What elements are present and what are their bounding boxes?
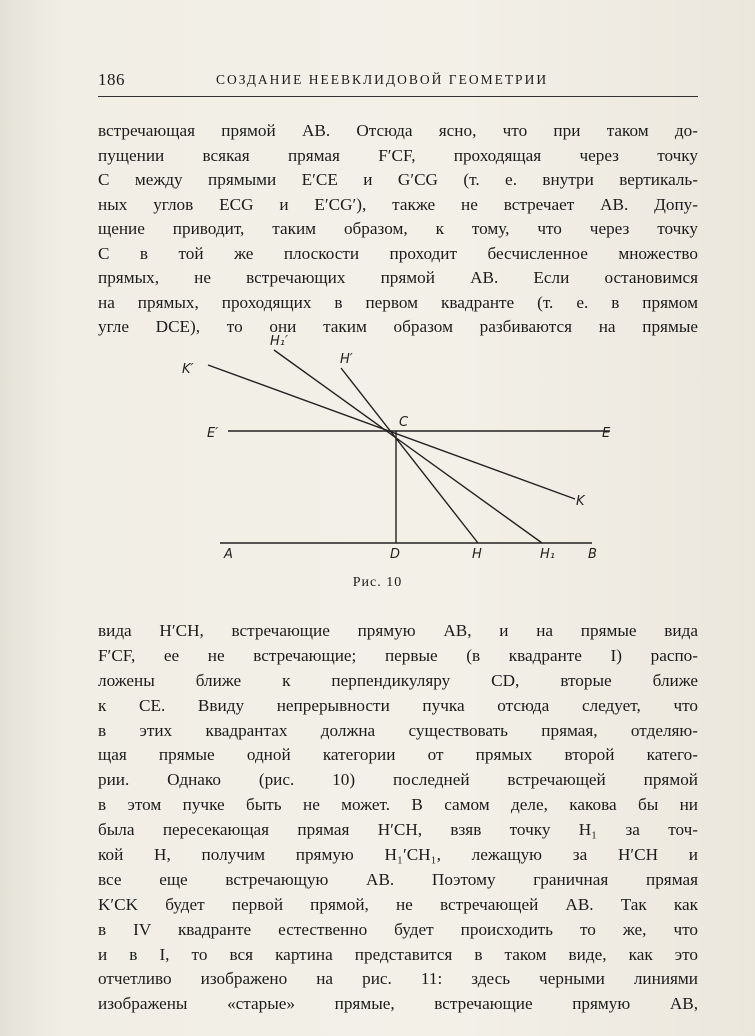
text-line: K′CK будет первой прямой, не встречающей AB. Так как (98, 894, 698, 914)
text-line: F′CF, ее не встречающие; первые (в квадранте I) распо- (98, 645, 698, 665)
text-line: C в той же плоскости проходит бесчисленное множество (98, 243, 698, 263)
text-line: к CE. Ввиду непрерывности пучка отсюда следует, что (98, 695, 698, 715)
text-line: пущении всякая прямая F′CF, проходящая через точку (98, 145, 698, 165)
bottom-paragraph (98, 619, 698, 1017)
text-line: C между прямыми E′CE и G′CG (т. е. внутри вертикаль- (98, 170, 698, 189)
text-line: кой H, получим прямую H₁′CH₁, лежащую за H′CH и (98, 845, 698, 865)
figure-caption: Рис. 10 (352, 575, 403, 590)
label-k-prime: K′ (182, 362, 194, 377)
figure-10-diagram (170, 320, 620, 570)
text-line: щение приводит, таким образом, к тому, что через точку (98, 219, 698, 238)
label-c: C (399, 415, 409, 430)
text-line: отчетливо изображено на рис. 11: здесь черными линиями (98, 969, 698, 989)
label-h1: H₁ (540, 547, 555, 562)
label-b: B (588, 547, 597, 562)
text-line: и в I, то вся картина представится в таком виде, как это (98, 944, 698, 964)
running-title: СОЗДАНИЕ НЕЕВКЛИДОВОЙ ГЕОМЕТРИИ (216, 72, 549, 87)
top-paragraph (98, 119, 698, 340)
label-e: E (602, 426, 611, 441)
page-number: 186 (98, 70, 125, 89)
text-line: в IV квадранте естественно будет происходить то же, что (98, 919, 698, 939)
text-line: изображены «старые» прямые, встречающие прямую AB, (98, 994, 698, 1014)
text-line: все еще встречающую AB. Поэтому граничная прямая (98, 869, 698, 889)
text-line: была пересекающая прямая H′CH, взяв точку H₁ за точ- (98, 820, 698, 840)
text-line: ложены ближе к перпендикуляру CD, вторые ближе (98, 670, 698, 690)
label-a: A (224, 547, 233, 562)
text-line: угле DCE), то они таким образом разбиваются на прямые (98, 317, 698, 336)
label-d: D (390, 547, 401, 562)
text-line: встречающая прямой AB. Отсюда ясно, что при таком до- (98, 121, 698, 140)
text-line: щая прямые одной категории от прямых второй катего- (98, 745, 698, 765)
text-line: рии. Однако (рис. 10) последней встречающей прямой (98, 770, 698, 790)
label-h: H (472, 547, 482, 562)
label-h-prime: H′ (340, 352, 353, 367)
header-rule (98, 96, 698, 97)
line-h1-prime-h1 (274, 350, 542, 543)
text-line: в этих квадрантах должна существовать прямая, отделяю- (98, 720, 698, 740)
page-header (98, 70, 698, 92)
text-line: ных углов ECG и E′CG′), также не встречает AB. Допу- (98, 194, 698, 214)
text-line: в этом пучке быть не может. В самом деле, какова бы ни (98, 795, 698, 815)
label-k: K (576, 494, 585, 509)
text-line: на прямых, проходящих в первом квадранте (т. е. в прямом (98, 292, 698, 312)
label-e-prime: E′ (207, 426, 219, 441)
text-line: прямых, не встречающих прямой AB. Если остановимся (98, 268, 698, 287)
text-line: вида H′CH, встречающие прямую AB, и на прямые вида (98, 621, 698, 640)
label-h1-prime: H₁′ (270, 334, 288, 349)
